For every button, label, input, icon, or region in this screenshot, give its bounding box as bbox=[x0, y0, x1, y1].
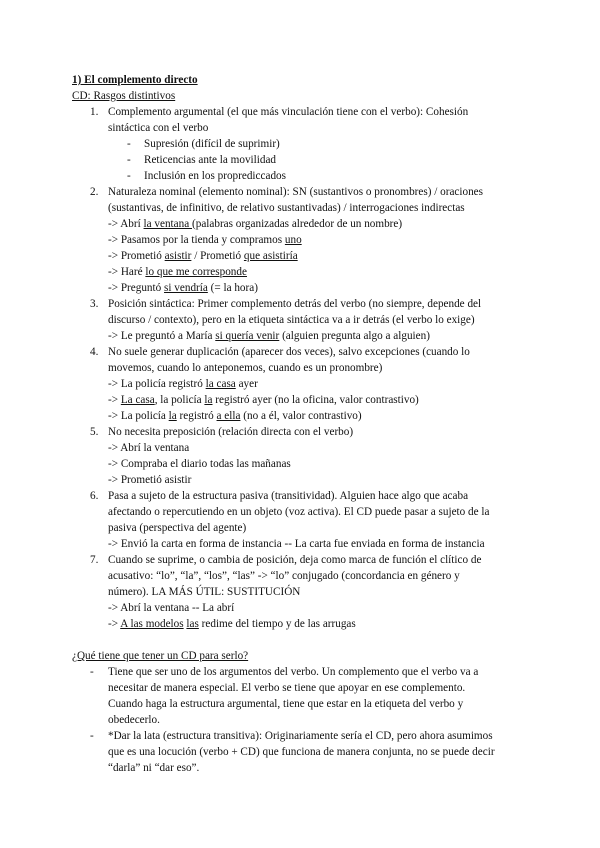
example-line: -> A las modelos las redime del tiempo y de las arrugas bbox=[108, 618, 356, 630]
example-line: -> Abrí la ventana (palabras organizadas alrededor de un nombre) bbox=[108, 218, 403, 230]
item-text-line: Posición sintáctica: Primer complemento detrás del verbo (no siempre, depende del bbox=[108, 298, 482, 310]
item-text-line: sintáctica con el verbo bbox=[108, 122, 209, 134]
example-line: -> Haré lo que me corresponde bbox=[108, 266, 247, 278]
example-line: -> Abrí la ventana bbox=[108, 442, 190, 454]
example-line: -> La casa, la policía la registró ayer (no la oficina, valor contrastivo) bbox=[108, 394, 419, 406]
bullet-text-line: Cuando haga la estructura argumental, tiene que estar en la etiqueta del verbo y bbox=[108, 698, 464, 710]
bullet-text-line: que es una locución (verbo + CD) que funciona de manera conjunta, no se puede decir bbox=[108, 746, 495, 758]
item-text-line: Naturaleza nominal (elemento nominal): SN (sustantivos o pronombres) / oraciones bbox=[108, 186, 483, 198]
bullet-dash: - bbox=[90, 730, 94, 742]
item-text-line: Cuando se suprime, o cambia de posición, deja como marca de función el clítico de bbox=[108, 554, 482, 566]
item-number: 2. bbox=[90, 186, 99, 198]
item-text-line: Pasa a sujeto de la estructura pasiva (transitividad). Alguien hace algo que acaba bbox=[108, 490, 469, 502]
bullet-dash: - bbox=[90, 666, 94, 678]
item-text-line: (sustantivas, de infinitivo, de relativo sustantivadas) / interrogaciones indirectas bbox=[108, 202, 465, 214]
subitem-text: Supresión (difícil de suprimir) bbox=[144, 138, 280, 150]
bullet-text-line: “darla” ni “dar eso”. bbox=[108, 762, 200, 774]
example-line: -> Prometió asistir bbox=[108, 474, 192, 486]
item-text-line: número). LA MÁS ÚTIL: SUSTITUCIÓN bbox=[108, 586, 301, 598]
bullet-text-line: Tiene que ser uno de los argumentos del verbo. Un complemento que el verbo va a bbox=[108, 666, 479, 678]
item-text-line: acusativo: “lo”, “la”, “los”, “las” -> “lo” conjugado (concordancia en género y bbox=[108, 570, 460, 582]
subitem-text: Inclusión en los proprediccados bbox=[144, 170, 286, 182]
item-number: 7. bbox=[90, 554, 99, 566]
example-line: -> Abrí la ventana -- La abrí bbox=[108, 602, 235, 614]
item-number: 1. bbox=[90, 106, 99, 118]
example-line: -> Le preguntó a María si quería venir (alguien pregunta algo a alguien) bbox=[108, 330, 430, 342]
subitem-dash: - bbox=[127, 154, 131, 166]
item-number: 4. bbox=[90, 346, 99, 358]
section-2-title: ¿Qué tiene que tener un CD para serlo? bbox=[72, 650, 249, 662]
bullet-text-line: *Dar la lata (estructura transitiva): Originariamente sería el CD, pero ahora asumimos bbox=[108, 730, 493, 742]
example-line: -> Envió la carta en forma de instancia -- La carta fue enviada en forma de instancia bbox=[108, 538, 485, 550]
item-text-line: No necesita preposición (relación directa con el verbo) bbox=[108, 426, 354, 438]
subitem-text: Reticencias ante la movilidad bbox=[144, 154, 277, 166]
item-text-line: afectando o repercutiendo en un objeto (voz activa). El CD puede pasar a sujeto de la bbox=[108, 506, 490, 518]
example-line: -> La policía la registró a ella (no a él, valor contrastivo) bbox=[108, 410, 362, 422]
item-number: 5. bbox=[90, 426, 99, 438]
example-line: -> Prometió asistir / Prometió que asistiría bbox=[108, 250, 298, 262]
item-number: 3. bbox=[90, 298, 99, 310]
example-line: -> La policía registró la casa ayer bbox=[108, 378, 258, 390]
item-text-line: Complemento argumental (el que más vinculación tiene con el verbo): Cohesión bbox=[108, 106, 469, 118]
subitem-dash: - bbox=[127, 170, 131, 182]
subitem-dash: - bbox=[127, 138, 131, 150]
example-line: -> Compraba el diario todas las mañanas bbox=[108, 458, 291, 470]
item-text-line: discurso / contexto), pero en la etiqueta sintáctica va a ir detrás (el verbo lo exige) bbox=[108, 314, 475, 326]
section-title: 1) El complemento directo bbox=[72, 74, 198, 86]
bullet-text-line: necesitar de manera especial. El verbo se tiene que apoyar en ese complemento. bbox=[108, 682, 466, 694]
bullet-text-line: obedecerlo. bbox=[108, 714, 160, 726]
item-number: 6. bbox=[90, 490, 99, 502]
item-text-line: No suele generar duplicación (aparecer dos veces), salvo excepciones (cuando lo bbox=[108, 346, 470, 358]
example-line: -> Pasamos por la tienda y compramos uno bbox=[108, 234, 302, 246]
item-text-line: pasiva (perspectiva del agente) bbox=[108, 522, 247, 534]
example-line: -> Preguntó si vendría (= la hora) bbox=[108, 282, 258, 294]
section-subtitle: CD: Rasgos distintivos bbox=[72, 90, 176, 102]
item-text-line: movemos, cuando lo anteponemos, cuando es un pronombre) bbox=[108, 362, 383, 374]
